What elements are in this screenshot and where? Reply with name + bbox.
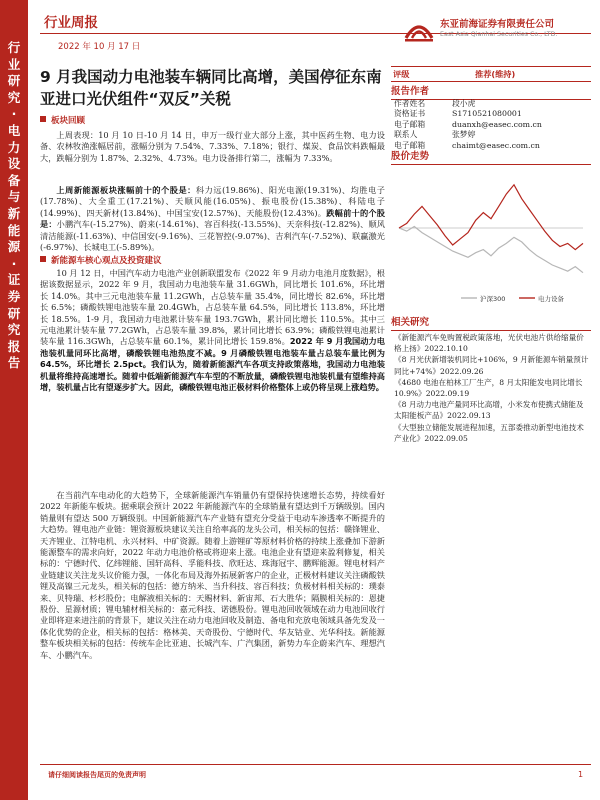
info-label: 电子邮箱 [394, 119, 426, 129]
legend-label-1: 电力设备 [538, 295, 564, 303]
footer-divider [40, 764, 591, 765]
section-core-views [40, 254, 162, 266]
report-date: 2022 年 10 月 17 日 [58, 42, 141, 52]
section-weekly-review [40, 114, 85, 126]
square-bullet-icon [40, 256, 46, 262]
section-weekly-label: 板块回顾 [51, 116, 86, 126]
top-losers-list: 小鹏汽车(-15.27%)、蔚来(-14.61%)、容百科技(-13.55%)、天奈科技(-12.82%)、顺风清洁能源(-11.63%)、中信国安(-9.16%)、三花智控(-9.07%)、吉利汽车(-7.52%)、联赢激光(-6.97%)、长城电工(-5.89%)。 [40, 219, 385, 253]
page-number: 1 [578, 770, 584, 779]
info-value: 张梦婷 [452, 130, 476, 140]
paragraph-battery-data [40, 268, 385, 393]
rating-value: 推荐(维持) [475, 69, 516, 79]
related-report-link[interactable]: 《新能源汽车免购置税政策落地，光伏电池片供给缩量价格上扬》2022.10.10 [394, 333, 584, 354]
paragraph-weekly-performance: 上周表现：10 月 10 日-10 月 14 日，申万一级行业大部分上涨，其中医药生物、电力设备、农林牧渔涨幅居前，涨幅分别为 7.54%、7.33%、7.18%；银行、煤炭、食品饮料跌幅最大，跌幅分别为 1.87%、2.32%、4.73%。电力设备排行第二，涨幅为 7.33%。 [40, 130, 385, 163]
rating-label: 评级 [393, 69, 410, 79]
related-report-link[interactable]: 《8 月光伏新增装机同比+106%，9 月新能源车销量预计同比+74%》2022.09.26 [394, 355, 589, 376]
series-line-1 [399, 185, 583, 250]
investment-tickers-text: 赣锋锂业、天齐锂业、江特电机、永兴材料、中矿资源。随着上游锂矿等原材料价格的持续上涨叠加下游新能源整车的需求向好，2022 年动力电池价格或将迎来上涨。电池企业有望迎来盈利修复，相关标的：宁德时代、亿纬锂能、国轩高科、孚能科技、欣旺达、珠海冠宇、鹏辉能源。锂电材料产业链建议关注龙头议价能力强，一体化布局及海外拓展新客户的企业，正极材料建议关注磷酸铁锂及高镍三元龙头，相关标的包括：德方纳米、当升科技、容百科技；负极材料相关标的：璞泰来、贝特瑞、杉杉股份；电解液相关标的：天赐材料、新宙邦、石大胜华；隔膜相关标的：恩捷股份、星源材质；锂电辅材相关标的：嘉元科技、诺德股份。锂电池回收领域在动力电池回收行业即将迎来进注前的背景下，建议关注在动力电池回收及制造、备电和充放电领域具备先发及一体化优势的企业，相关标的包括：格林美、天奇股份、宁德时代、华友钴业、光华科技。新能源整车板块相关标的包括：传统车企比亚迪、长城汽车、广汽集团，新势力车企蔚来汽车、理想汽车、小鹏汽车。 [40, 524, 385, 660]
investment-advice-text: 在当前汽车电动化的大趋势下，全球新能源汽车销量仍有望保持快速增长态势，持续看好 2022 年新能车板块。据乘联会预计 2022 年新能源汽车的全球销量有望达到千万辆级别。国内销量则有望达 500 万辆级别。中国新能源汽车产业链有望充分受益于电动车渗透率不断提升的大趋势。锂电池产业链：锂资源板块建议关注自给率高的龙头公司，相关标的包括： [40, 490, 385, 535]
top-gainers-heading: 上周新能源板块涨幅前十的个股是： [56, 185, 196, 195]
price-trend-chart [391, 164, 591, 310]
info-value: 段小虎 [452, 99, 476, 108]
report-type: 行业周报 [44, 15, 98, 31]
logo-company-name: 东亚前海证券有限责任公司 [440, 19, 555, 30]
report-title: 9 月我国动力电池装车辆同比高增，美国停征东南亚进口光伏组件“双反”关税 [40, 68, 382, 108]
logo-mark-icon [403, 14, 435, 44]
analyst-section-heading: 报告作者 [391, 83, 591, 100]
sidebar-banner [0, 0, 28, 800]
top-gainers-list: 科力远(19.86%)、阳光电源(19.31%)、均胜电子(17.78%)、大全重工(17.21%)、天顺风能(16.05%)、振电股份(15.38%)、科陆电子(14.99%)、四天新材(13.84%)、中国宝安(12.57%)、天能股份(12.43%)。 [40, 185, 385, 218]
analyst-info-table [394, 99, 590, 151]
info-value[interactable]: chaimt@easec.com.cn [452, 140, 540, 150]
paragraph-top-movers [40, 185, 385, 253]
related-research-list [394, 332, 591, 444]
analyst-info-row [394, 109, 590, 119]
analyst-info-row [394, 130, 590, 140]
series-line-0 [399, 227, 583, 273]
related-report-link[interactable]: 《大型独立储能发展进程加速，五部委推动新型电池技术产业化》2022.09.05 [394, 422, 584, 443]
price-trend-svg [391, 164, 591, 310]
info-label: 联系人 [394, 130, 418, 140]
section-core-label: 新能源车核心观点及投资建议 [51, 256, 162, 266]
price-trend-heading: 股价走势 [391, 148, 591, 165]
info-value: S1710521080001 [452, 109, 522, 119]
related-report-link[interactable]: 《4680 电池在柏林工厂生产，8 月太阳能发电同比增长 10.9%》2022.09.19 [394, 377, 583, 399]
legend-label-0: 沪深300 [480, 295, 506, 303]
top-losers-heading: 跌幅前十的个股是： [40, 207, 385, 230]
square-bullet-icon [40, 116, 46, 122]
info-label: 资格证书 [394, 109, 426, 119]
logo-company-english: East Asia Qianhai Securities Co., LTD. [440, 31, 558, 38]
company-logo [403, 14, 593, 48]
rating-box [391, 66, 591, 82]
battery-data-text: 10 月 12 日，中国汽车动力电池产业创新联盟发布《2022 年 9 月动力电池月度数据》，根据该数据显示，2022 年 9 月，我国动力电池装车量 31.6GWh，同比增长 101.6%，环比增长 14.0%。其中三元电池装车量 11.2GWh，占总装车量 35.4%，同比增长 82.6%，环比增长 6.5%；磷酸铁锂电池装车量 20.4GWh，占总装车量 64.5%，同比增长 113.8%，环比增长 18.5%。1-9 月，我国动力电池累计装车量 193.7GWh，累计同比增长 110.5%。其中三元电池累计装车量 77.2GWh，占总装车量 39.8%，累计同比增长 63.9%；磷酸铁锂电池累计装车量 116.3GWh，占总装车量 60.1%，累计同比增长 159.8%。 [40, 268, 385, 347]
footer-disclaimer: 请仔细阅读报告尾页的免责声明 [48, 771, 146, 779]
info-label: 作者姓名 [394, 99, 426, 108]
info-label: 电子邮箱 [394, 140, 426, 150]
sidebar-text: 行业研究·电力设备与新能源·证券研究报告 [7, 40, 21, 371]
info-value[interactable]: duanxh@easec.com.cn [452, 119, 542, 129]
analyst-info-row [394, 99, 590, 109]
related-report-link[interactable]: 《8 月动力电池产量同环比高增，小米发布使携式储能及太阳能板产品》2022.09.13 [394, 400, 584, 421]
battery-data-conclusion: 2022 年 9 月我国动力电池装机量同环比高增，磷酸铁锂电池热度不减。9 月磷酸铁锂电池装车量占总装车量比例为 64.5%，环比增长 2.5pct。我们认为，随着新能源汽车各项支持政策落地，我国动力电池装机量将维持高速增长。随着中低端新能源汽车车型的不断放量，磷酸铁锂电池装机量有望维持高增，装机量占比有望逐步扩大。因此，磷酸铁锂电池正极材料价格整体上或仍将呈现上涨趋势。 [40, 336, 385, 393]
analyst-info-row [394, 120, 590, 130]
related-research-heading: 相关研究 [391, 314, 591, 331]
paragraph-investment-advice [40, 490, 385, 661]
